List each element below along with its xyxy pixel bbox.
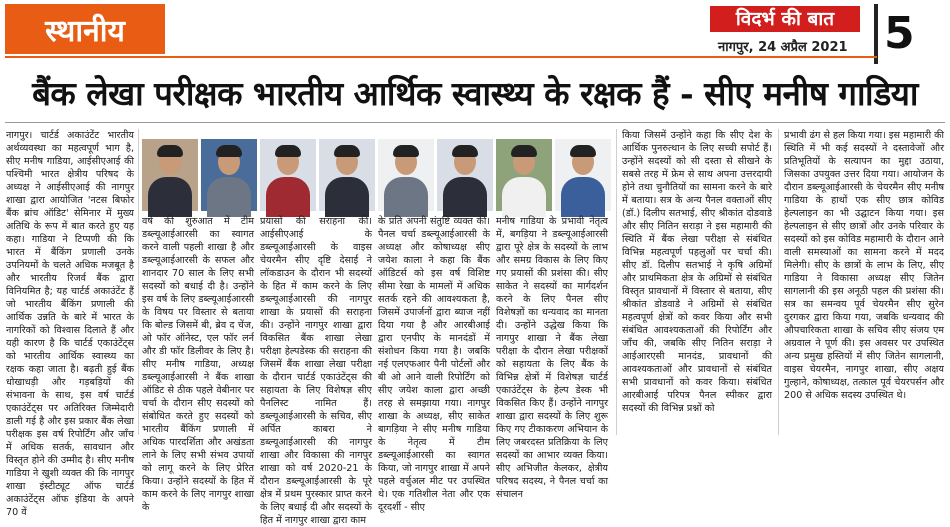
- speaker-photo: [319, 139, 375, 211]
- article-column-5: [496, 215, 608, 500]
- photo-hair: [334, 145, 360, 157]
- column-4-text: के प्रति अपनी संतुष्टि व्यक्त की। पैनल चर्चा डब्ल्यूआईआरसी के अध्यक्ष और कोषाध्यक्ष सीए जयेश काला ने कहा कि बैंक ऑडिटर्स को इस वर्ष विशिष्ट सीमा रेखा के मामलों में अधिक सतर्क रहने की आवश्यकता है, जिसमें उपार्जनों द्वारा ब्याज नहीं दिया गया है और आरबीआई द्वारा एनपीए के मानदंडों में संशोधन किया गया है। जबकि नई एलएफआर पैनी पोर्टलों और बी ओ आने वाली रिपोर्टिंग को सीए जयेश काला द्वारा अच्छी तरह से समझाया गया। नागपुर शाखा के अध्यक्ष, सीए साकेत बागड़िया ने सीए मनीष गाडिया के नेतृत्व में टीम डब्ल्यूआईआरसी का स्वागत किया, जो नागपुर शाखा में अपने पहले वर्चुअल मीट पर उपस्थित थे। एक गतिशील नेता और एक दूरदर्शी - सीए: [378, 216, 490, 513]
- photo-hair: [216, 145, 242, 157]
- article-column-2: [142, 215, 254, 513]
- article-headline: बैंक लेखा परीक्षक भारतीय आर्थिक स्वास्थ्य के रक्षक हैं - सीए मनीष गाडिया: [32, 74, 918, 113]
- article-column-3: [260, 215, 372, 526]
- speaker-photo: [496, 139, 552, 211]
- column-6-text: किया जिसमें उन्होंने कहा कि सीए देश के आर्थिक पुनरुत्थान के लिए सच्ची सपोर्ट हैं। उन्होंने सदस्यों को सी दस्ता से सीखने के सबसे तरह में फ्रेम से साथ अपना उत्तरदायी होने तथा चुनौतियों का सामना करने के बारे में बताया। सत्र के अन्य पैनल वक्ताओं सीए (डॉ.) दिलीप सतभाई, सीए श्रीकांत दोडवाडे और सीए नितिन सराड़ा ने इस महामारी की स्थिति में बैंक लेखा परीक्षा से संबंधित विभिन्न महत्वपूर्ण पहलुओं पर चर्चा की। सीए डॉ. दिलीप सतभाई ने कृषि अग्रिमों और प्राथमिकता क्षेत्र के अग्रिमों से संबंधित विस्तृत प्रावधानों में विस्तार से बताया, सीए श्रीकांत डोडवाडे ने अग्रिमों से संबंधित महत्वपूर्ण क्षेत्रों को कवर किया और सभी संबंधित आवश्यकताओं की रिपोर्टिंग और जाँच की, जबकि सीए नितिन सराड़ा ने आईआरएसी मानदंड, प्रावधानों की आवश्यकताओं और प्रावधानों से संबंधित सभी प्रावधानों को कवर किया। संबंधित आरबीआई परिपत्र पैनल स्पीकर द्वारा सदस्यों की विभिन्न प्रश्नों को: [622, 130, 772, 414]
- column-divider: [778, 129, 779, 435]
- column-7-text: प्रभावी ढंग से हल किया गया। इस महामारी की स्थिति में भी कई सदस्यों ने दस्तावेजों और प्रतिभूतियों के सत्यापन का मुद्दा उठाया, जिसका उपयुक्त उत्तर दिया गया। आयोजन के दौरान डब्ल्यूआईआरसी के चेयरमैन सीए मनीष गाडिया के हाथों एक सीए छात्र कोविड हेल्पलाइन का भी उद्घाटन किया गया। इस हेल्पलाइन से सीए छात्रों और उनके परिवार के सदस्यों को इस कोविड महामारी के दौरान आने वाली समस्याओं का सामना करने में मदद मिलेगी। सीए के छात्रों के लाभ के लिए, सीए गाडिया ने विकासा अध्यक्ष सीए जितेन सागलानी की इस अनूठी पहल की प्रशंसा की। सत्र का समन्वय पूर्व चेयरमैन सीए सुरेन दुरगकर द्वारा किया गया, जबकि धन्यवाद की औपचारिकता शाखा के सचिव सीए संजय एम अग्रवाल ने पूर्ण की। इस अवसर पर उपस्थित अन्य प्रमुख हस्तियों में सीए जितेन सागलानी, वाइस चेयरमैन, नागपुर शाखा, सीए अक्षय गुल्हाने, कोषाध्यक्ष, तत्काल पूर्व चेयरपर्सन और 200 से अधिक सदस्य उपस्थित थे।: [784, 130, 944, 401]
- photo-body: [148, 177, 192, 217]
- speaker-photo: [437, 139, 493, 211]
- speaker-photo: [260, 139, 316, 211]
- page-number: 5: [884, 8, 915, 59]
- photo-hair: [570, 145, 596, 157]
- column-1-text: नागपुर। चार्टर्ड अकाउंटेंट भारतीय अर्थव्यवस्था का महत्वपूर्ण भाग है, सीए मनीष गाडिया, आईसीएआई की पश्चिमी भारत क्षेत्रीय परिषद के अध्यक्ष ने आईसीएआई की नागपुर शाखा द्वारा आयोजित 'नटस बिफोर बैंक ब्रांच ऑडिट' सेमिनार में मुख्य अतिथि के रूप में बात करते हुए यह कहा। गाडिया ने टिप्पणी की कि भारत में बैंकिंग प्रणाली उनके उपनियमों के चलते अधिक मजबूत है और भारतीय रिजर्व बैंक द्वारा विनियमित है; यह चार्टर्ड अकाउंटेंट हैं जो भारतीय बैंकिंग प्रणाली की आर्थिक उन्नति के बारे में भारत के नागरिकों को विश्वास दिलाते हैं और यही कारण है कि चार्टर्ड एकाउंटेंट्स को भारतीय आर्थिक स्वास्थ्य का रक्षक कहा जाता है। बढ़ती हुई बैंक धोखाधड़ी और गड़बड़ियों की संभावना के साथ, इस वर्ष चार्टर्ड एकाउंटेंट्स पर अतिरिक्त जिम्मेदारी डाली गई है और इस प्रकार बैंक लेखा परीक्षक इस वर्ष रिपोर्टिंग और जाँच में अधिक सतर्क, सावधान और विस्तृत होने की उम्मीद है। सीए मनीष गाडिया ने खुशी व्यक्त की कि नागपुर शाखा इंस्टीट्यूट ऑफ चार्टर्ड अकाउंटेंट्स ऑफ इंडिया के अपने 70 वें: [6, 130, 134, 518]
- column-divider: [138, 129, 139, 435]
- article-column-6: [622, 129, 772, 435]
- speaker-photos: [142, 139, 612, 211]
- speaker-photo: [142, 139, 198, 211]
- article-column-1: [6, 129, 134, 518]
- column-divider: [616, 129, 617, 435]
- speaker-photo: [201, 139, 257, 211]
- photo-hair: [452, 145, 478, 157]
- photo-body: [325, 177, 369, 217]
- column-2-text: वर्ष की शुरुआत में टीम डब्ल्यूआईआरसी का स्वागत करने वाली पहली शाखा है और डब्ल्यूआईआरसी के सफल और शानदार 70 साल के लिए सभी सदस्यों को बधाई दी है। उन्होंने इस वर्ष के लिए डब्ल्यूआईआरसी के विषय पर विस्तार से बताया कि बोल्ड जिसमें बी, ब्रेव द चेंज, ओ फॉर ऑनेस्ट, एल फॉर लर्न और डी फॉर डिलीवर के लिए है। सीए मनीष गाडिया, अध्यक्ष डब्ल्यूआईआरसी ने बैंक शाखा ऑडिट से ठीक पहले वेबीनार पर चर्चा के दौरान सीए सदस्यों को संबोधित करते हुए सदस्यों को भारतीय बैंकिंग प्रणाली में अधिक पारदर्शिता और अखंडता लाने के लिए सभी संभव उपायों को लागू करने के लिए प्रेरित किया। उन्होंने सदस्यों के हित में काम करने के लिए नागपुर शाखा के: [142, 216, 254, 513]
- speaker-photo: [555, 139, 611, 211]
- photo-hair: [393, 145, 419, 157]
- photo-hair: [275, 145, 301, 157]
- header-divider: [874, 4, 878, 64]
- newspaper-name: विदर्भ की बात: [710, 6, 860, 32]
- speaker-photo: [378, 139, 434, 211]
- photo-body: [561, 177, 605, 217]
- photo-body: [266, 177, 310, 217]
- dateline: नागपुर, 24 अप्रैल 2021: [718, 40, 848, 55]
- photo-body: [384, 177, 428, 217]
- headline-rule: [5, 122, 945, 123]
- article-column-4: [378, 215, 490, 513]
- photo-body: [502, 177, 546, 217]
- article-column-7: [784, 129, 944, 435]
- section-label: स्थानीय: [5, 4, 165, 54]
- photo-hair: [157, 145, 183, 157]
- photo-body: [207, 177, 251, 217]
- column-5-text: मनीष गाडिया के प्रभावी नेतृत्व में, बगड़िया ने डब्ल्यूआईआरसी द्वारा पूरे क्षेत्र के सदस्यों के लाभ और समग्र विकास के लिए किए गए प्रयासों की प्रशंसा की। सीए साकेत ने सदस्यों का मार्गदर्शन करने के लिए पैनल सीए विशेषज्ञों का धन्यवाद का मानता दी। उन्होंने उद्धेख किया कि नागपुर शाखा ने बैंक लेखा परीक्षा के दौरान लेखा परीक्षकों को सहायता के लिए बैंक के विभिन्न क्षेत्रों में विशेषज्ञ चार्टर्ड एकाउंटेंट्स के हेल्प डेस्क भी विकसित किए हैं। उन्होंने नागपुर शाखा द्वारा सदस्यों के लिए शुरू किए गए टीकाकरण अभियान के लिए जबरदस्त प्रतिक्रिया के लिए सदस्यों का आभार व्यक्त किया। सीए अभिजीत केलकर, क्षेत्रीय परिषद सदस्य, ने पैनल चर्चा का संचालन: [496, 216, 608, 500]
- photo-hair: [511, 145, 537, 157]
- photo-body: [443, 177, 487, 217]
- page-header: [0, 0, 950, 72]
- header-underline: [5, 56, 877, 58]
- column-3-text: प्रयासों की सराहना की। आईसीएआई के डब्ल्यूआईआरसी के वाइस चेयरमैन सीए दृष्टि देसाई ने लॉकडाउन के दौरान भी सदस्यों के हित में काम करने के लिए डब्ल्यूआईआरसी की नागपुर शाखा के प्रयासों की सराहना की। उन्होंने नागपुर शाखा द्वारा विकसित बैंक शाखा लेखा परीक्षा हेल्पडेस्क की सराहना की जिसमें बैंक शाखा लेखा परीक्षा के दौरान चार्टर्ड एकाउंटेंट्स की सहायता के लिए विशेषज्ञ सीए पैनलिस्ट नामित हैं। डब्ल्यूआईआरसी के सचिव, सीए अर्पित काबरा ने डब्ल्यूआईआरसी की नागपुर शाखा और विकासा की नागपुर शाखा को वर्ष 2020-21 के दौरान डब्ल्यूआईआरसी के पूरे क्षेत्र में प्रथम पुरस्कार प्राप्त करने के लिए बधाई दी और सदस्यों के हित में नागपुर शाखा द्वारा काम: [260, 216, 372, 526]
